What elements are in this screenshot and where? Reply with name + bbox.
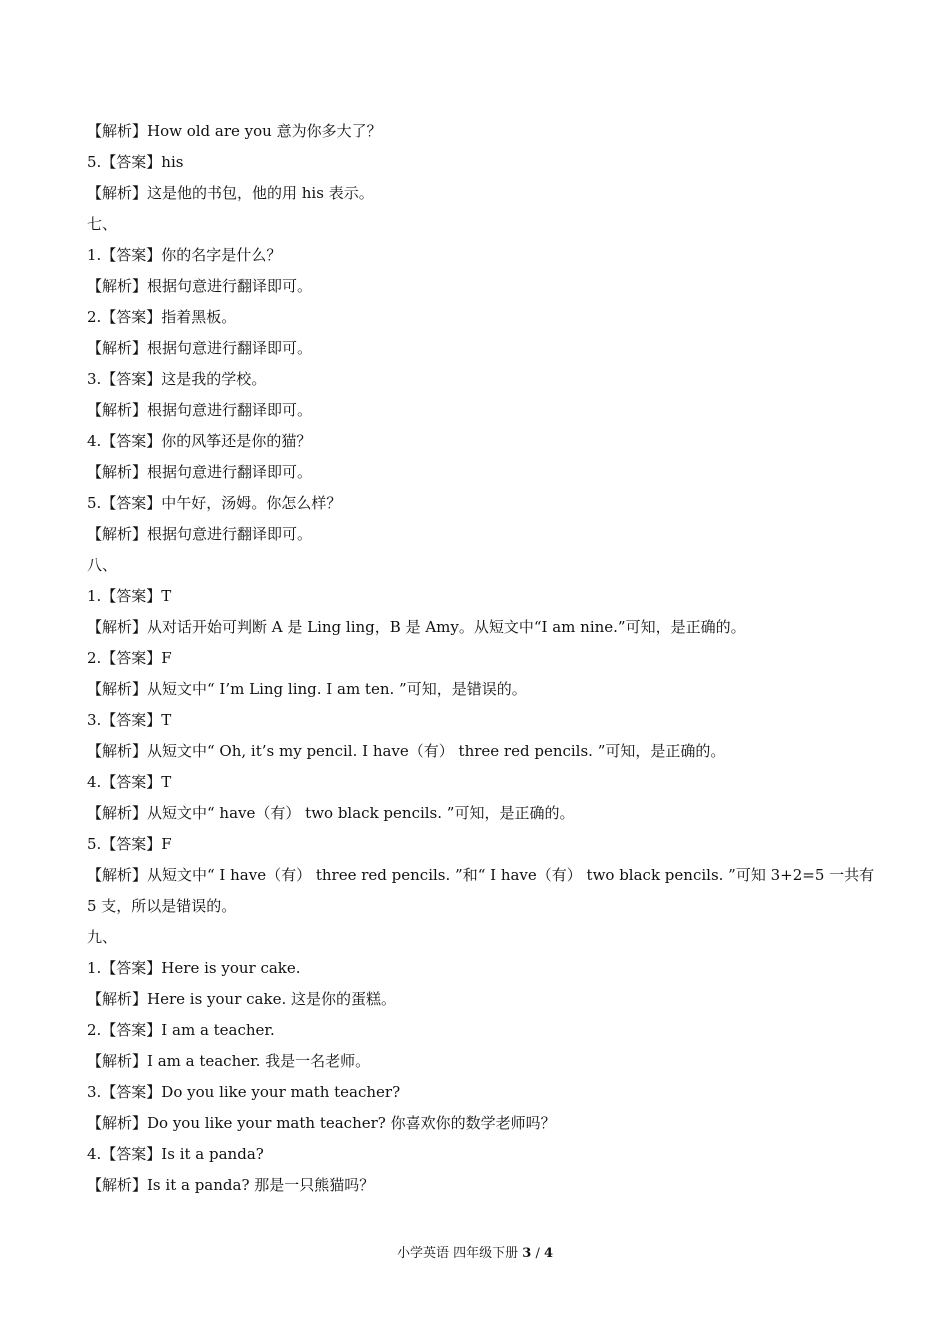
answer-line: 2.【答案】F [87,649,172,667]
text-line: 【解析】根据句意进行翻译即可。 [87,463,313,481]
answer-line: 3.【答案】这是我的学校。 [87,370,267,388]
answer-line: 1.【答案】T [87,587,172,605]
page-number: 3 [522,1246,532,1261]
answer-line: 2.【答案】I am a teacher. [87,1021,275,1039]
page-total: 4 [543,1246,554,1261]
answer-line: 1.【答案】你的名字是什么？ [87,246,282,264]
text-line: 【解析】根据句意进行翻译即可。 [87,401,313,419]
answer-line: 5.【答案】中午好，汤姆。你怎么样？ [87,494,342,512]
section-heading: 七、 [87,215,118,233]
text-line: 【解析】从对话开始可判断 A 是 Ling ling，B 是 Amy。从短文中“I am nine.”可知，是正确的。 [87,618,746,636]
page-separator: / [535,1246,540,1261]
section-heading: 九、 [87,928,118,946]
text-line: 【解析】How old are you 意为你多大了？ [87,122,382,140]
answer-line: 5.【答案】F [87,835,172,853]
text-line: 【解析】I am a teacher. 我是一名老师。 [87,1052,371,1070]
text-line: 【解析】从短文中“ I’m Ling ling. I am ten. ”可知，是错误的。 [87,680,527,698]
text-line: 【解析】根据句意进行翻译即可。 [87,277,313,295]
answer-line: 4.【答案】你的风筝还是你的猫？ [87,432,312,450]
text-line: 【解析】从短文中“ I have（有） three red pencils. ”和“ I have（有） two black pencils. ”可知 3+2=5 一共有 5 支，所以是错误的。 [87,866,875,915]
answer-line: 4.【答案】T [87,773,172,791]
page-footer [0,1244,950,1264]
text-line: 【解析】根据句意进行翻译即可。 [87,525,313,543]
answer-line: 2.【答案】指着黑板。 [87,308,237,326]
section-heading: 八、 [87,556,118,574]
text-line: 【解析】根据句意进行翻译即可。 [87,339,313,357]
document-body [87,116,877,1201]
footer-subject: 小学英语 四年级下册 [396,1246,519,1261]
answer-line: 3.【答案】Do you like your math teacher? [87,1083,401,1101]
text-line: 【解析】这是他的书包，他的用 his 表示。 [87,184,374,202]
text-line: 【解析】Do you like your math teacher? 你喜欢你的数学老师吗？ [87,1114,556,1132]
text-line: 【解析】Is it a panda? 那是一只熊猫吗？ [87,1176,375,1194]
answer-line: 3.【答案】T [87,711,172,729]
answer-line: 4.【答案】Is it a panda? [87,1145,264,1163]
answer-line: 1.【答案】Here is your cake. [87,959,301,977]
text-line: 【解析】Here is your cake. 这是你的蛋糕。 [87,990,396,1008]
text-line: 【解析】从短文中“ Oh, it’s my pencil. I have（有） three red pencils. ”可知，是正确的。 [87,742,726,760]
answer-line: 5.【答案】his [87,153,184,171]
text-line: 【解析】从短文中“ have（有） two black pencils. ”可知，是正确的。 [87,804,575,822]
